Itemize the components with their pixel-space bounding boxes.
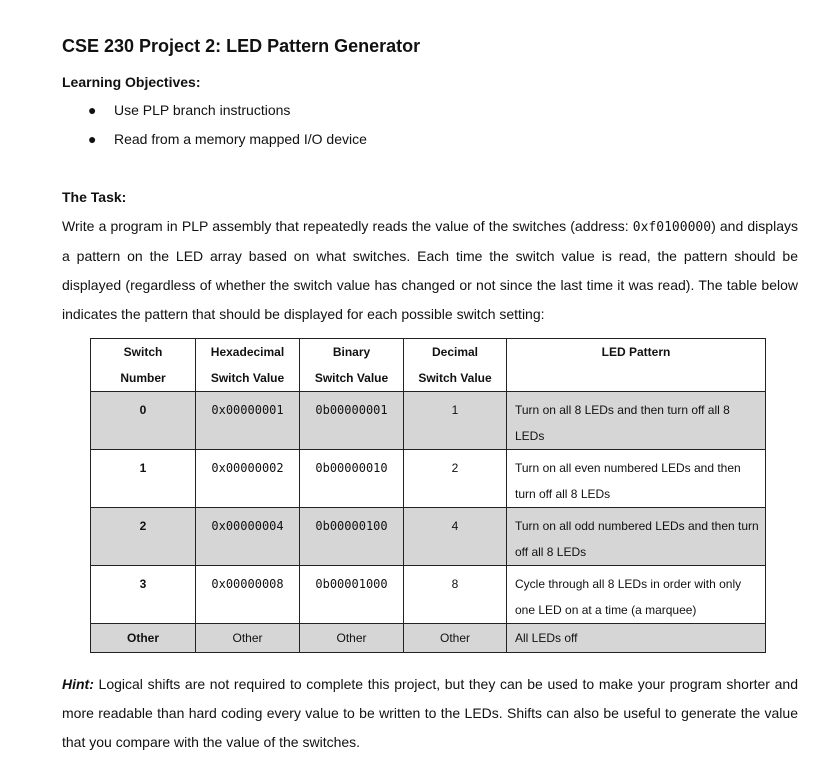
header-led-pattern: LED Pattern bbox=[507, 339, 766, 392]
cell-number: 1 bbox=[91, 450, 196, 508]
header-hex-value: Hexadecimal Switch Value bbox=[196, 339, 300, 392]
cell-pattern: Turn on all even numbered LEDs and then turn off all 8 LEDs bbox=[507, 450, 766, 508]
hint-text: Logical shifts are not required to complete this project, but they can be used to make your program shorter and more readable than hard coding every value to be written to the LEDs. Shifts can also be useful to generate the value that you compare with the value of the switches. bbox=[62, 676, 798, 750]
cell-decimal: Other bbox=[404, 624, 507, 653]
cell-binary: Other bbox=[300, 624, 404, 653]
table-row bbox=[91, 624, 766, 653]
task-text: Write a program in PLP assembly that repeatedly reads the value of the switches (address: bbox=[62, 218, 633, 234]
cell-binary: 0b00001000 bbox=[300, 566, 404, 624]
header-binary-value: Binary Switch Value bbox=[300, 339, 404, 392]
cell-binary: 0b00000001 bbox=[300, 392, 404, 450]
bullet-icon: ● bbox=[88, 131, 97, 147]
cell-number: 3 bbox=[91, 566, 196, 624]
cell-pattern: Cycle through all 8 LEDs in order with only one LED on at a time (a marquee) bbox=[507, 566, 766, 624]
cell-hex: 0x00000004 bbox=[196, 508, 300, 566]
page-title: CSE 230 Project 2: LED Pattern Generator bbox=[62, 36, 421, 56]
switch-address: 0xf0100000 bbox=[632, 220, 712, 235]
cell-hex: 0x00000008 bbox=[196, 566, 300, 624]
table-row bbox=[91, 392, 766, 450]
cell-hex: 0x00000001 bbox=[196, 392, 300, 450]
hint-paragraph bbox=[62, 670, 798, 757]
cell-pattern: Turn on all 8 LEDs and then turn off all 8 LEDs bbox=[507, 392, 766, 450]
cell-number: 2 bbox=[91, 508, 196, 566]
objective-item bbox=[88, 102, 290, 118]
table-row bbox=[91, 508, 766, 566]
task-text: ) and displays a pattern on the LED array based on what switches. Each time the switch value is read, the pattern should be displayed (regardless of whether the switch value has changed or not since the last time it was read). The table below indicates the pattern that should be displayed for each possible switch setting: bbox=[62, 218, 798, 322]
table-row bbox=[91, 566, 766, 624]
objective-text: Use PLP branch instructions bbox=[114, 102, 291, 118]
cell-decimal: 8 bbox=[404, 566, 507, 624]
cell-pattern: All LEDs off bbox=[507, 624, 766, 653]
cell-hex: 0x00000002 bbox=[196, 450, 300, 508]
cell-pattern: Turn on all odd numbered LEDs and then turn off all 8 LEDs bbox=[507, 508, 766, 566]
header-switch-number: Switch Number bbox=[91, 339, 196, 392]
cell-decimal: 2 bbox=[404, 450, 507, 508]
cell-decimal: 1 bbox=[404, 392, 507, 450]
cell-number: Other bbox=[91, 624, 196, 653]
cell-number: 0 bbox=[91, 392, 196, 450]
bullet-icon: ● bbox=[88, 102, 97, 118]
cell-decimal: 4 bbox=[404, 508, 507, 566]
led-pattern-table bbox=[90, 338, 766, 653]
cell-binary: 0b00000010 bbox=[300, 450, 404, 508]
hint-label: Hint: bbox=[62, 676, 94, 692]
header-decimal-value: Decimal Switch Value bbox=[404, 339, 507, 392]
cell-hex: Other bbox=[196, 624, 300, 653]
cell-binary: 0b00000100 bbox=[300, 508, 404, 566]
objective-text: Read from a memory mapped I/O device bbox=[114, 131, 367, 147]
objective-item bbox=[88, 131, 367, 147]
task-heading: The Task: bbox=[62, 189, 127, 205]
table-row bbox=[91, 450, 766, 508]
objectives-heading: Learning Objectives: bbox=[62, 74, 201, 90]
table-header-row bbox=[91, 339, 766, 392]
task-paragraph bbox=[62, 212, 798, 329]
